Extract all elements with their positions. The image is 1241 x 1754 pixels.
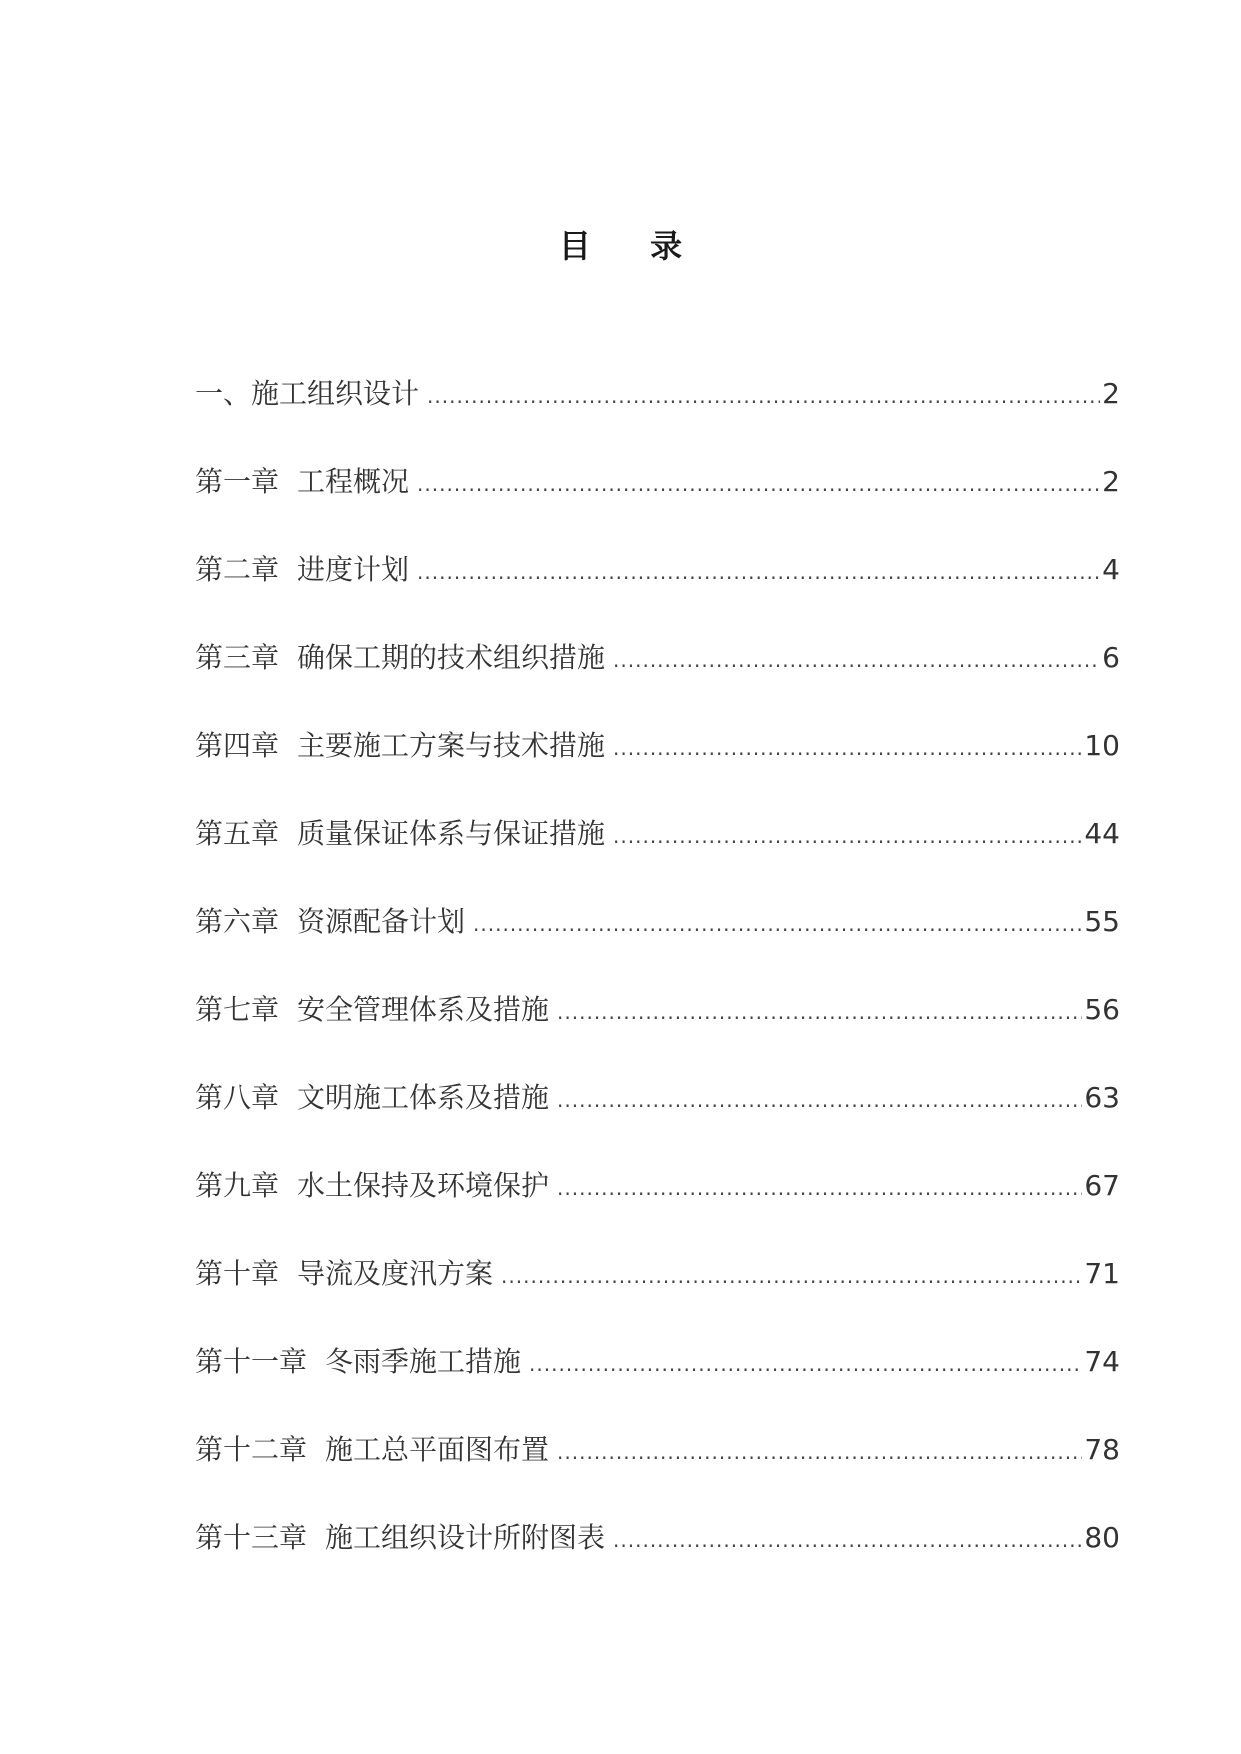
toc-page-number: 55 [1084,905,1120,938]
toc-dot-leader [557,1158,1082,1218]
toc-entry-title: 导流及度汛方案 [297,1257,494,1290]
toc-entry[interactable] [195,452,1120,540]
toc-dot-leader [613,1510,1082,1570]
toc-entry[interactable] [195,1156,1120,1244]
toc-chapter-label: 一、施工组织设计 [195,377,420,410]
toc-entry[interactable] [195,1244,1120,1332]
page-title: 目 录 [558,227,707,266]
toc-entry-title: 主要施工方案与技术措施 [297,729,606,762]
toc-page-number: 2 [1102,377,1120,410]
toc-dot-leader [427,366,1100,426]
toc-page-number: 4 [1102,553,1120,586]
toc-chapter-label: 第九章 [195,1169,280,1202]
toc-dot-leader [557,982,1082,1042]
toc-dot-leader [417,454,1100,514]
toc-entry-title: 进度计划 [297,553,410,586]
toc-chapter-label: 第十一章 [195,1345,308,1378]
toc-entry[interactable] [195,980,1120,1068]
toc-chapter-label: 第四章 [195,729,280,762]
toc-page-number: 78 [1084,1433,1120,1466]
toc-entry-title: 施工组织设计所附图表 [325,1521,606,1554]
toc-entry-title: 工程概况 [297,465,410,498]
toc-entry[interactable] [195,628,1120,716]
toc-dot-leader [501,1246,1082,1306]
toc-entry-title: 质量保证体系与保证措施 [297,817,606,850]
toc-page-number: 44 [1084,817,1120,850]
toc-chapter-label: 第八章 [195,1081,280,1114]
toc-chapter-label: 第十章 [195,1257,280,1290]
toc-page-number: 56 [1084,993,1120,1026]
table-of-contents [195,364,1120,1596]
toc-page-number: 6 [1102,641,1120,674]
toc-chapter-label: 第六章 [195,905,280,938]
toc-entry[interactable] [195,804,1120,892]
toc-entry-title: 文明施工体系及措施 [297,1081,550,1114]
toc-page-number: 80 [1084,1521,1120,1554]
toc-dot-leader [529,1334,1082,1394]
toc-entry[interactable] [195,1508,1120,1596]
toc-page-number: 10 [1084,729,1120,762]
toc-entry-title: 冬雨季施工措施 [325,1345,522,1378]
toc-dot-leader [613,718,1082,778]
toc-entry[interactable] [195,1332,1120,1420]
toc-dot-leader [557,1070,1082,1130]
toc-entry[interactable] [195,540,1120,628]
toc-chapter-label: 第十二章 [195,1433,308,1466]
toc-dot-leader [557,1422,1082,1482]
toc-entry[interactable] [195,1068,1120,1156]
toc-dot-leader [613,806,1082,866]
toc-entry-title: 安全管理体系及措施 [297,993,550,1026]
toc-entry-title: 施工总平面图布置 [325,1433,550,1466]
toc-chapter-label: 第十三章 [195,1521,308,1554]
toc-page-number: 74 [1084,1345,1120,1378]
toc-chapter-label: 第二章 [195,553,280,586]
toc-page-number: 2 [1102,465,1120,498]
toc-entry-title: 水土保持及环境保护 [297,1169,550,1202]
toc-chapter-label: 第七章 [195,993,280,1026]
toc-dot-leader [613,630,1100,690]
toc-page-number: 71 [1084,1257,1120,1290]
toc-entry-title: 资源配备计划 [297,905,466,938]
toc-chapter-label: 第三章 [195,641,280,674]
toc-page-number: 63 [1084,1081,1120,1114]
toc-page-number: 67 [1084,1169,1120,1202]
toc-dot-leader [417,542,1100,602]
toc-entry[interactable] [195,1420,1120,1508]
toc-entry[interactable] [195,364,1120,452]
toc-entry[interactable] [195,892,1120,980]
toc-chapter-label: 第五章 [195,817,280,850]
toc-chapter-label: 第一章 [195,465,280,498]
toc-entry-title: 确保工期的技术组织措施 [297,641,606,674]
toc-dot-leader [473,894,1082,954]
toc-entry[interactable] [195,716,1120,804]
